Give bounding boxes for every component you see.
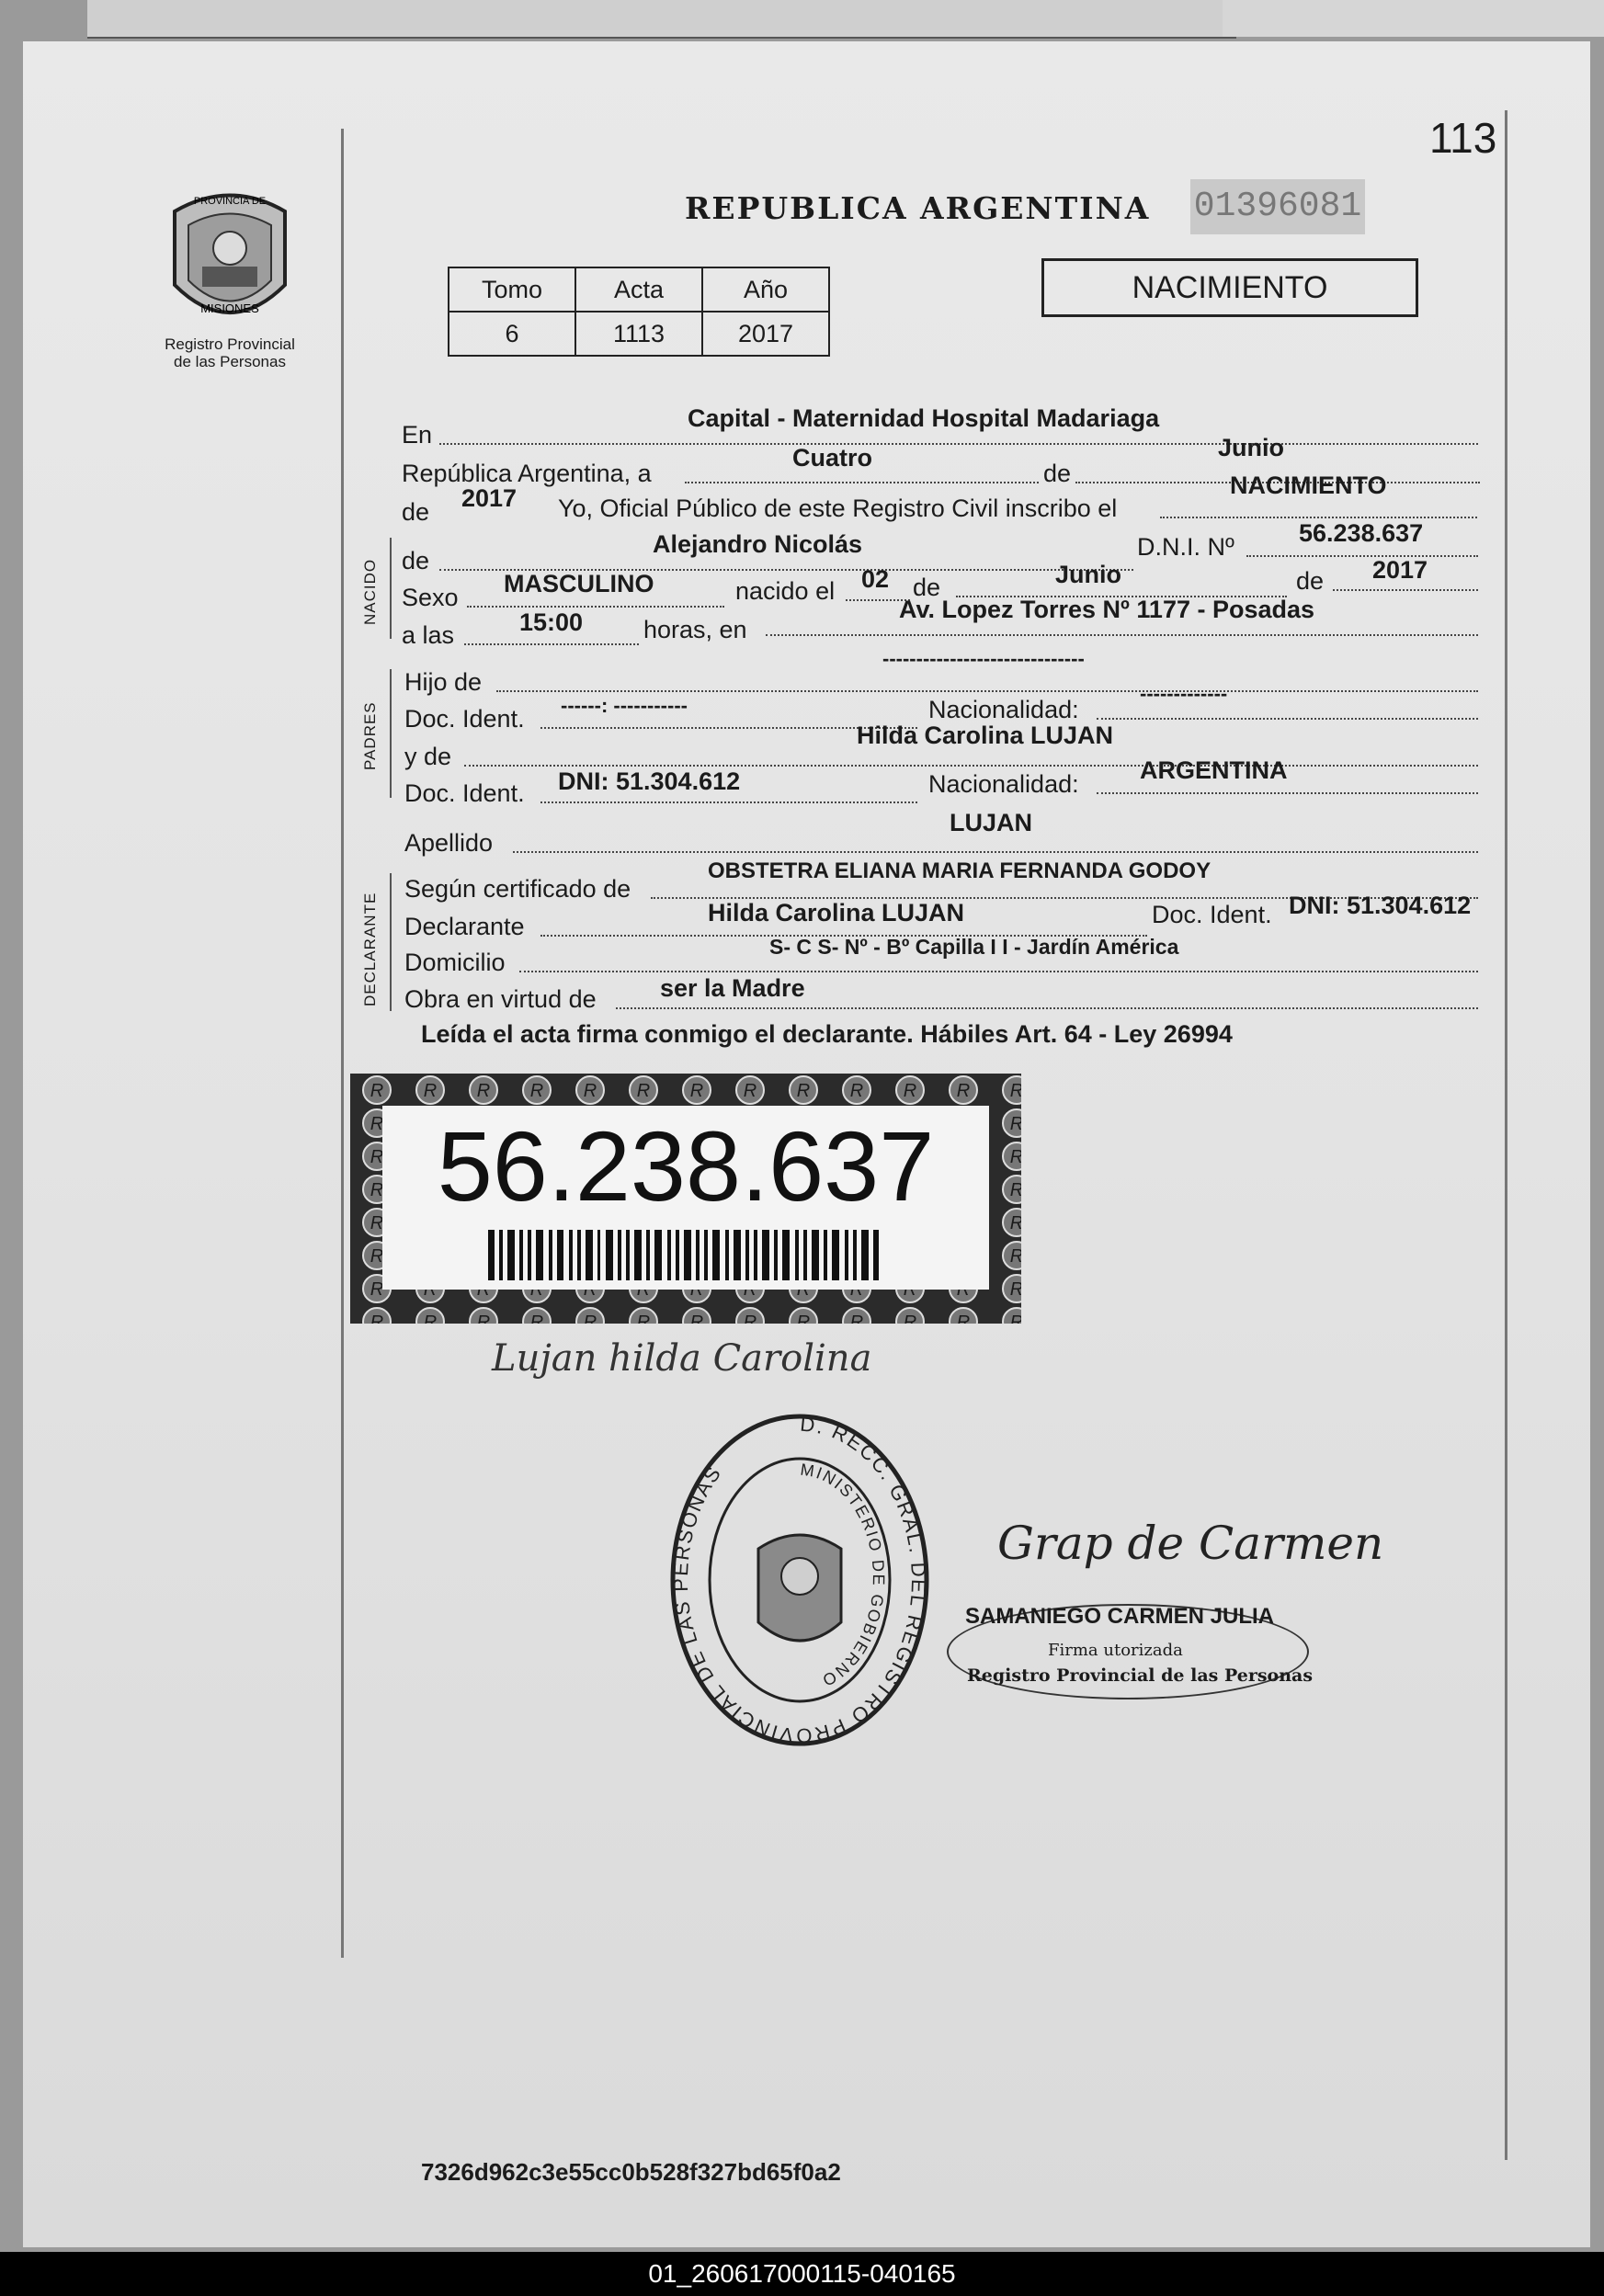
- logo-caption: [138, 335, 322, 370]
- declarante-label: Declarante: [404, 913, 525, 940]
- obra-label: Obra en virtud de: [404, 985, 597, 1013]
- doc-ident-label: Doc. Ident.: [1152, 901, 1272, 928]
- child-name: Alejandro Nicolás: [653, 530, 863, 558]
- underlying-sheet: [87, 0, 1236, 39]
- closing-statement: Leída el acta firma conmigo el declarante. Hábiles Art. 64 - Ley 26994: [421, 1020, 1233, 1048]
- nacionalidad-label: Nacionalidad:: [928, 696, 1079, 723]
- registry-value-anio: 2017: [702, 312, 829, 356]
- barcode-panel: [382, 1106, 989, 1290]
- surname: LUJAN: [950, 809, 1033, 836]
- declarant-name: Hilda Carolina LUJAN: [708, 899, 965, 926]
- apellido-label: Apellido: [404, 829, 494, 857]
- footer-id-bar: 01_260617000115-040165: [0, 2252, 1604, 2296]
- dotted-line: [464, 643, 639, 645]
- domicilio-label: Domicilio: [404, 949, 506, 976]
- dotted-line: [513, 851, 1478, 853]
- child-dni: 56.238.637: [1299, 519, 1424, 547]
- dotted-line: [1246, 555, 1478, 557]
- underlying-sheet-right: [1223, 0, 1604, 37]
- horas-label: horas, en: [643, 616, 747, 643]
- dotted-line: [616, 1007, 1478, 1009]
- birth-year: 2017: [1372, 556, 1428, 584]
- registry-value-acta: 1113: [575, 312, 702, 356]
- act-year: 2017: [461, 484, 518, 512]
- dotted-line: [467, 606, 724, 608]
- mother-name: Hilda Carolina LUJAN: [857, 722, 1114, 749]
- en-label: En: [402, 421, 433, 449]
- de-label: de: [402, 547, 430, 574]
- officer-text: Yo, Oficial Público de este Registro Civil inscribo el: [558, 494, 1118, 522]
- dotted-line: [439, 443, 1478, 445]
- section-declarante: DECLARANTE: [361, 892, 379, 1006]
- certificate-issuer: OBSTETRA ELIANA MARIA FERNANDA GODOY: [708, 858, 1212, 883]
- registry-header-anio: Año: [702, 267, 829, 312]
- registry-table: [448, 267, 830, 357]
- document-type-box: NACIMIENTO: [1041, 258, 1418, 317]
- logo-caption-line1: Registro Provincial: [165, 335, 295, 353]
- logo-caption-line2: de las Personas: [174, 353, 286, 370]
- father-doc: ------: -----------: [561, 694, 688, 717]
- margin-line-left: [341, 129, 344, 1958]
- nacionalidad-label: Nacionalidad:: [928, 770, 1079, 798]
- mother-nationality: ARGENTINA: [1140, 756, 1288, 784]
- section-divider: [390, 538, 392, 639]
- child-sex: MASCULINO: [504, 570, 654, 597]
- dotted-line: [766, 634, 1478, 636]
- seal-top-text: PROVINCIA DE: [193, 196, 267, 207]
- section-padres: PADRES: [361, 701, 379, 770]
- doc-ident-label: Doc. Ident.: [404, 705, 525, 733]
- act-type: NACIMIENTO: [1230, 472, 1387, 499]
- de-label: de: [1043, 460, 1072, 487]
- dotted-line: [464, 765, 1478, 767]
- country-title: REPUBLICA ARGENTINA: [685, 190, 1151, 226]
- place-of-act: Capital - Maternidad Hospital Madariaga: [688, 404, 1160, 432]
- registry-header-acta: Acta: [575, 267, 702, 312]
- officer-role: Firma utorizada: [1048, 1641, 1183, 1660]
- birth-time: 15:00: [519, 608, 584, 636]
- alas-label: a las: [402, 621, 455, 649]
- de-label: de: [402, 498, 430, 526]
- barcode-label: [350, 1074, 1021, 1324]
- de-label: de: [1296, 567, 1325, 595]
- birth-day: 02: [861, 565, 890, 593]
- de-label: de: [913, 574, 941, 601]
- registry-value-tomo: 6: [449, 312, 575, 356]
- registry-header-tomo: Tomo: [449, 267, 575, 312]
- seal-bottom-text: MISIONES: [200, 301, 259, 315]
- yde-label: y de: [404, 743, 452, 770]
- stamp-inner-text: MINISTERIO DE GOBIERNO: [799, 1460, 889, 1691]
- officer-name: SAMANIEGO CARMEN JULIA: [965, 1604, 1275, 1629]
- republica-label: República Argentina, a: [402, 460, 652, 487]
- doc-ident-label: Doc. Ident.: [404, 779, 525, 807]
- section-divider: [390, 669, 392, 798]
- father-name: ------------------------------: [882, 647, 1085, 670]
- birth-month: Junio: [1055, 561, 1121, 588]
- section-divider: [390, 873, 392, 1011]
- dni-label: D.N.I. Nº: [1137, 533, 1234, 561]
- dotted-line: [496, 690, 1478, 692]
- barcode-number: 56.238.637: [437, 1110, 935, 1222]
- sexo-label: Sexo: [402, 584, 459, 611]
- dotted-line: [1097, 718, 1478, 720]
- officer-signature: Grap de Carmen: [997, 1517, 1384, 1570]
- dotted-line: [1160, 517, 1477, 518]
- act-month: Junio: [1218, 434, 1284, 461]
- declarant-doc: DNI: 51.304.612: [1289, 892, 1472, 919]
- margin-line-right: [1505, 110, 1507, 2160]
- declarant-relation: ser la Madre: [660, 974, 805, 1002]
- father-nationality: -------------: [1140, 682, 1228, 705]
- stamp-outer-text: D. RECC. GRAL. DEL REGISTRO PROVINCIAL DE LAS PERSONAS: [668, 1412, 931, 1748]
- declarant-address: S- C S- Nº - Bº Capilla I I - Jardín América: [769, 935, 1179, 959]
- act-day: Cuatro: [792, 444, 872, 472]
- dotted-line: [1333, 589, 1478, 591]
- officer-office: Registro Provincial de las Personas: [967, 1665, 1314, 1686]
- declarant-signature: Lujan hilda Carolina: [492, 1337, 872, 1380]
- nacido-label: nacido el: [735, 577, 836, 605]
- registry-oval-stamp: [662, 1411, 938, 1760]
- dotted-line: [685, 482, 1039, 483]
- birth-place: Av. Lopez Torres Nº 1177 - Posadas: [899, 596, 1315, 623]
- page-number: 113: [1429, 114, 1497, 162]
- hijo-label: Hijo de: [404, 668, 483, 696]
- mother-doc: DNI: 51.304.612: [558, 767, 741, 795]
- dotted-line: [540, 801, 917, 803]
- serial-number: 01396081: [1190, 179, 1365, 234]
- cert-label: Según certificado de: [404, 875, 631, 903]
- barcode-bars: [488, 1230, 883, 1280]
- document-hash: 7326d962c3e55cc0b528f327bd65f0a2: [421, 2158, 841, 2186]
- section-nacido: NACIDO: [361, 558, 379, 625]
- dotted-line: [519, 971, 1478, 972]
- dotted-line: [1097, 792, 1478, 794]
